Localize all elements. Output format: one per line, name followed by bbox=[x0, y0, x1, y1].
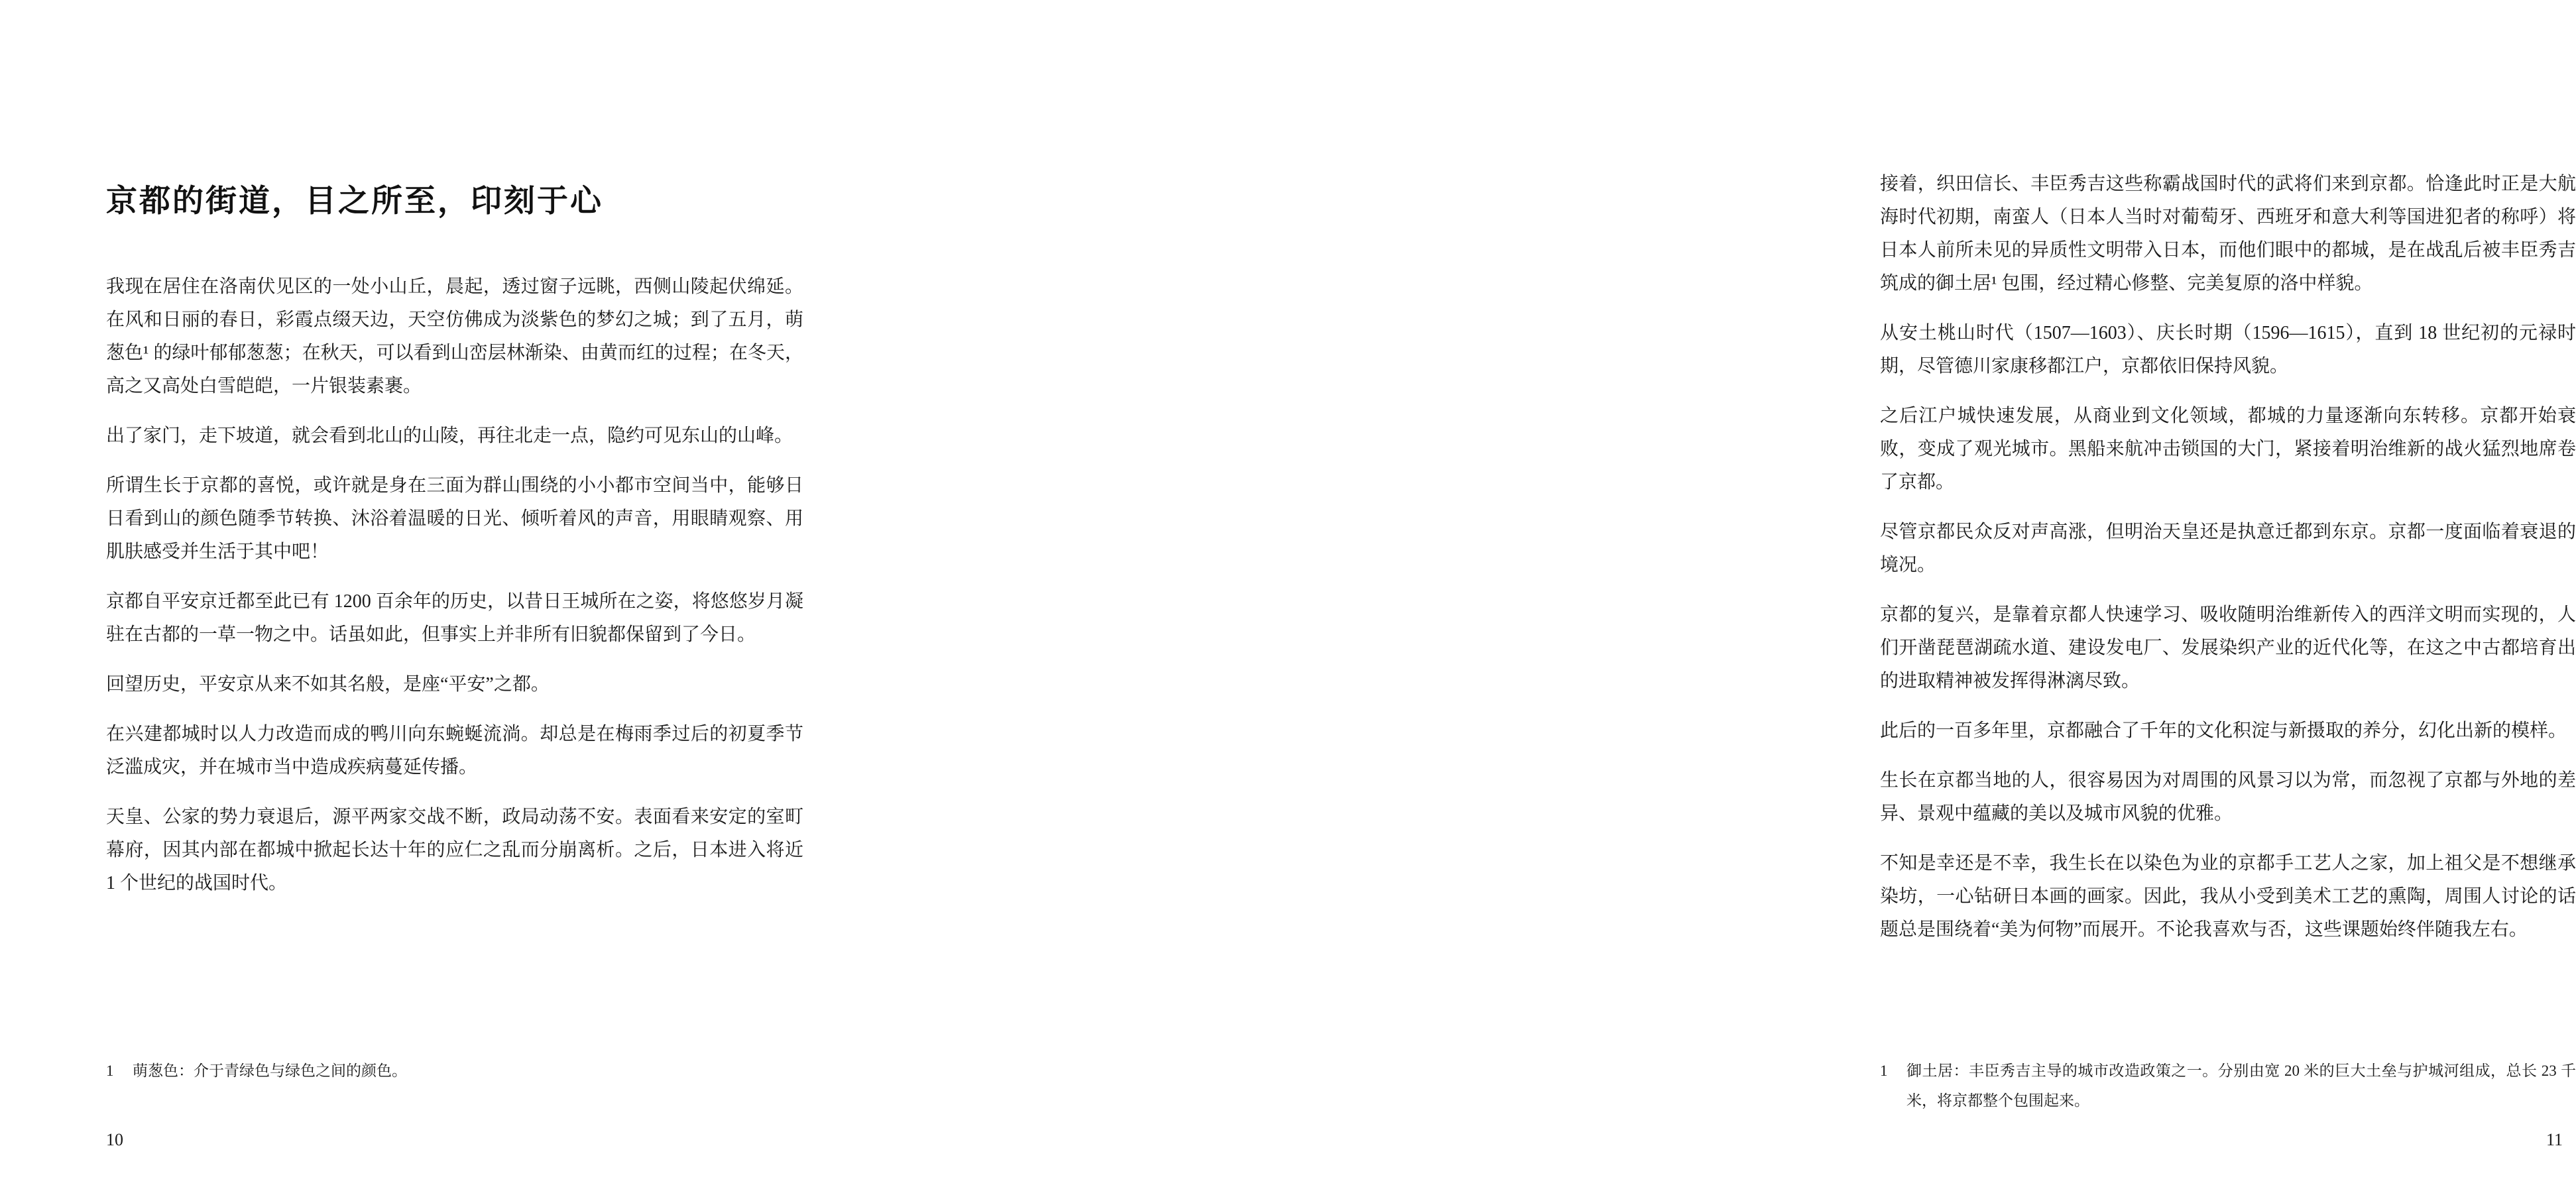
paragraph: 此后的一百多年里，京都融合了千年的文化积淀与新摄取的养分，幻化出新的模样。 bbox=[1880, 720, 2567, 741]
page-right bbox=[888, 0, 2576, 1201]
footnote-marker: 1 bbox=[1880, 1062, 1888, 1079]
footnote-marker: 1 bbox=[106, 1062, 114, 1079]
left-body-column bbox=[106, 270, 803, 917]
paragraph: 京都自平安京迁都至此已有 1200 百余年的历史，以昔日王城所在之姿，将悠悠岁月凝驻在古都的一草一物之中。话虽如此，但事实上并非所有旧貌都保留到了今日。 bbox=[106, 591, 803, 645]
paragraph: 接着，织田信长、丰臣秀吉这些称霸战国时代的武将们来到京都。恰逢此时正是大航海时代初期，南蛮人（日本人当时对葡萄牙、西班牙和意大利等国进犯者的称呼）将日本人前所未见的异质性文明带入日本，而他们眼中的都城，是在战乱后被丰臣秀吉筑成的御土居¹ 包围，经过精心修整、完美复原的洛中样貌。 bbox=[1880, 174, 2576, 294]
paragraph: 在兴建都城时以人力改造而成的鸭川向东蜿蜒流淌。却总是在梅雨季过后的初夏季节泛滥成灾，并在城市当中造成疾病蔓延传播。 bbox=[106, 724, 803, 777]
right-body-column bbox=[1880, 168, 2576, 963]
footnote-text: 御土居：丰臣秀吉主导的城市改造政策之一。分别由宽 20 米的巨大土垒与护城河组成，总长 23 千米，将京都整个包围起来。 bbox=[1906, 1062, 2576, 1109]
paragraph: 之后江户城快速发展，从商业到文化领域，都城的力量逐渐向东转移。京都开始衰败，变成了观光城市。黑船来航冲击锁国的大门，紧接着明治维新的战火猛烈地席卷了京都。 bbox=[1880, 406, 2576, 492]
paragraph: 尽管京都民众反对声高涨，但明治天皇还是执意迁都到东京。京都一度面临着衰退的境况。 bbox=[1880, 522, 2576, 575]
paragraph: 出了家门，走下坡道，就会看到北山的山陵，再往北走一点，隐约可见东山的山峰。 bbox=[106, 426, 793, 446]
paragraph: 回望历史，平安京从来不如其名般，是座“平安”之都。 bbox=[106, 674, 550, 695]
footnote-left bbox=[106, 1056, 803, 1086]
footnote-right bbox=[1880, 1056, 2576, 1115]
paragraph: 所谓生长于京都的喜悦，或许就是身在三面为群山围绕的小小都市空间当中，能够日日看到山的颜色随季节转换、沐浴着温暖的日光、倾听着风的声音，用眼睛观察、用肌肤感受并生活于其中吧！ bbox=[106, 475, 803, 562]
paragraph: 从安土桃山时代（1507—1603）、庆长时期（1596—1615），直到 18 世纪初的元禄时期，尽管德川家康移都江户，京都依旧保持风貌。 bbox=[1880, 323, 2576, 376]
footnote-text: 萌葱色：介于青绿色与绿色之间的颜色。 bbox=[133, 1062, 407, 1079]
page-left bbox=[0, 0, 888, 1201]
page-number-left: 10 bbox=[106, 1130, 123, 1149]
paragraph: 生长在京都当地的人，很容易因为对周围的风景习以为常，而忽视了京都与外地的差异、景观中蕴藏的美以及城市风貌的优雅。 bbox=[1880, 770, 2576, 824]
paragraph: 不知是幸还是不幸，我生长在以染色为业的京都手工艺人之家，加上祖父是不想继承染坊，一心钻研日本画的画家。因此，我从小受到美术工艺的熏陶，周围人讨论的话题总是围绕着“美为何物”而展开。不论我喜欢与否，这些课题始终伴随我左右。 bbox=[1880, 853, 2576, 940]
paragraph: 天皇、公家的势力衰退后，源平两家交战不断，政局动荡不安。表面看来安定的室町幕府，因其内部在都城中掀起长达十年的应仁之乱而分崩离析。之后，日本进入将近 1 个世纪的战国时代。 bbox=[106, 807, 803, 893]
page-number-right: 11 bbox=[2546, 1130, 2563, 1149]
chapter-title: 京都的街道，目之所至，印刻于心 bbox=[106, 184, 603, 219]
paragraph: 我现在居住在洛南伏见区的一处小山丘，晨起，透过窗子远眺，西侧山陵起伏绵延。在风和日丽的春日，彩霞点缀天边，天空仿佛成为淡紫色的梦幻之城；到了五月，萌葱色¹ 的绿叶郁郁葱葱；在秋天，可以看到山峦层林渐染、由黄而红的过程；在冬天，高之又高处白雪皑皑，一片银装素裹。 bbox=[106, 276, 803, 396]
paragraph: 京都的复兴，是靠着京都人快速学习、吸收随明治维新传入的西洋文明而实现的，人们开凿琵琶湖疏水道、建设发电厂、发展染织产业的近代化等，在这之中古都培育出的进取精神被发挥得淋漓尽致。 bbox=[1880, 604, 2576, 691]
